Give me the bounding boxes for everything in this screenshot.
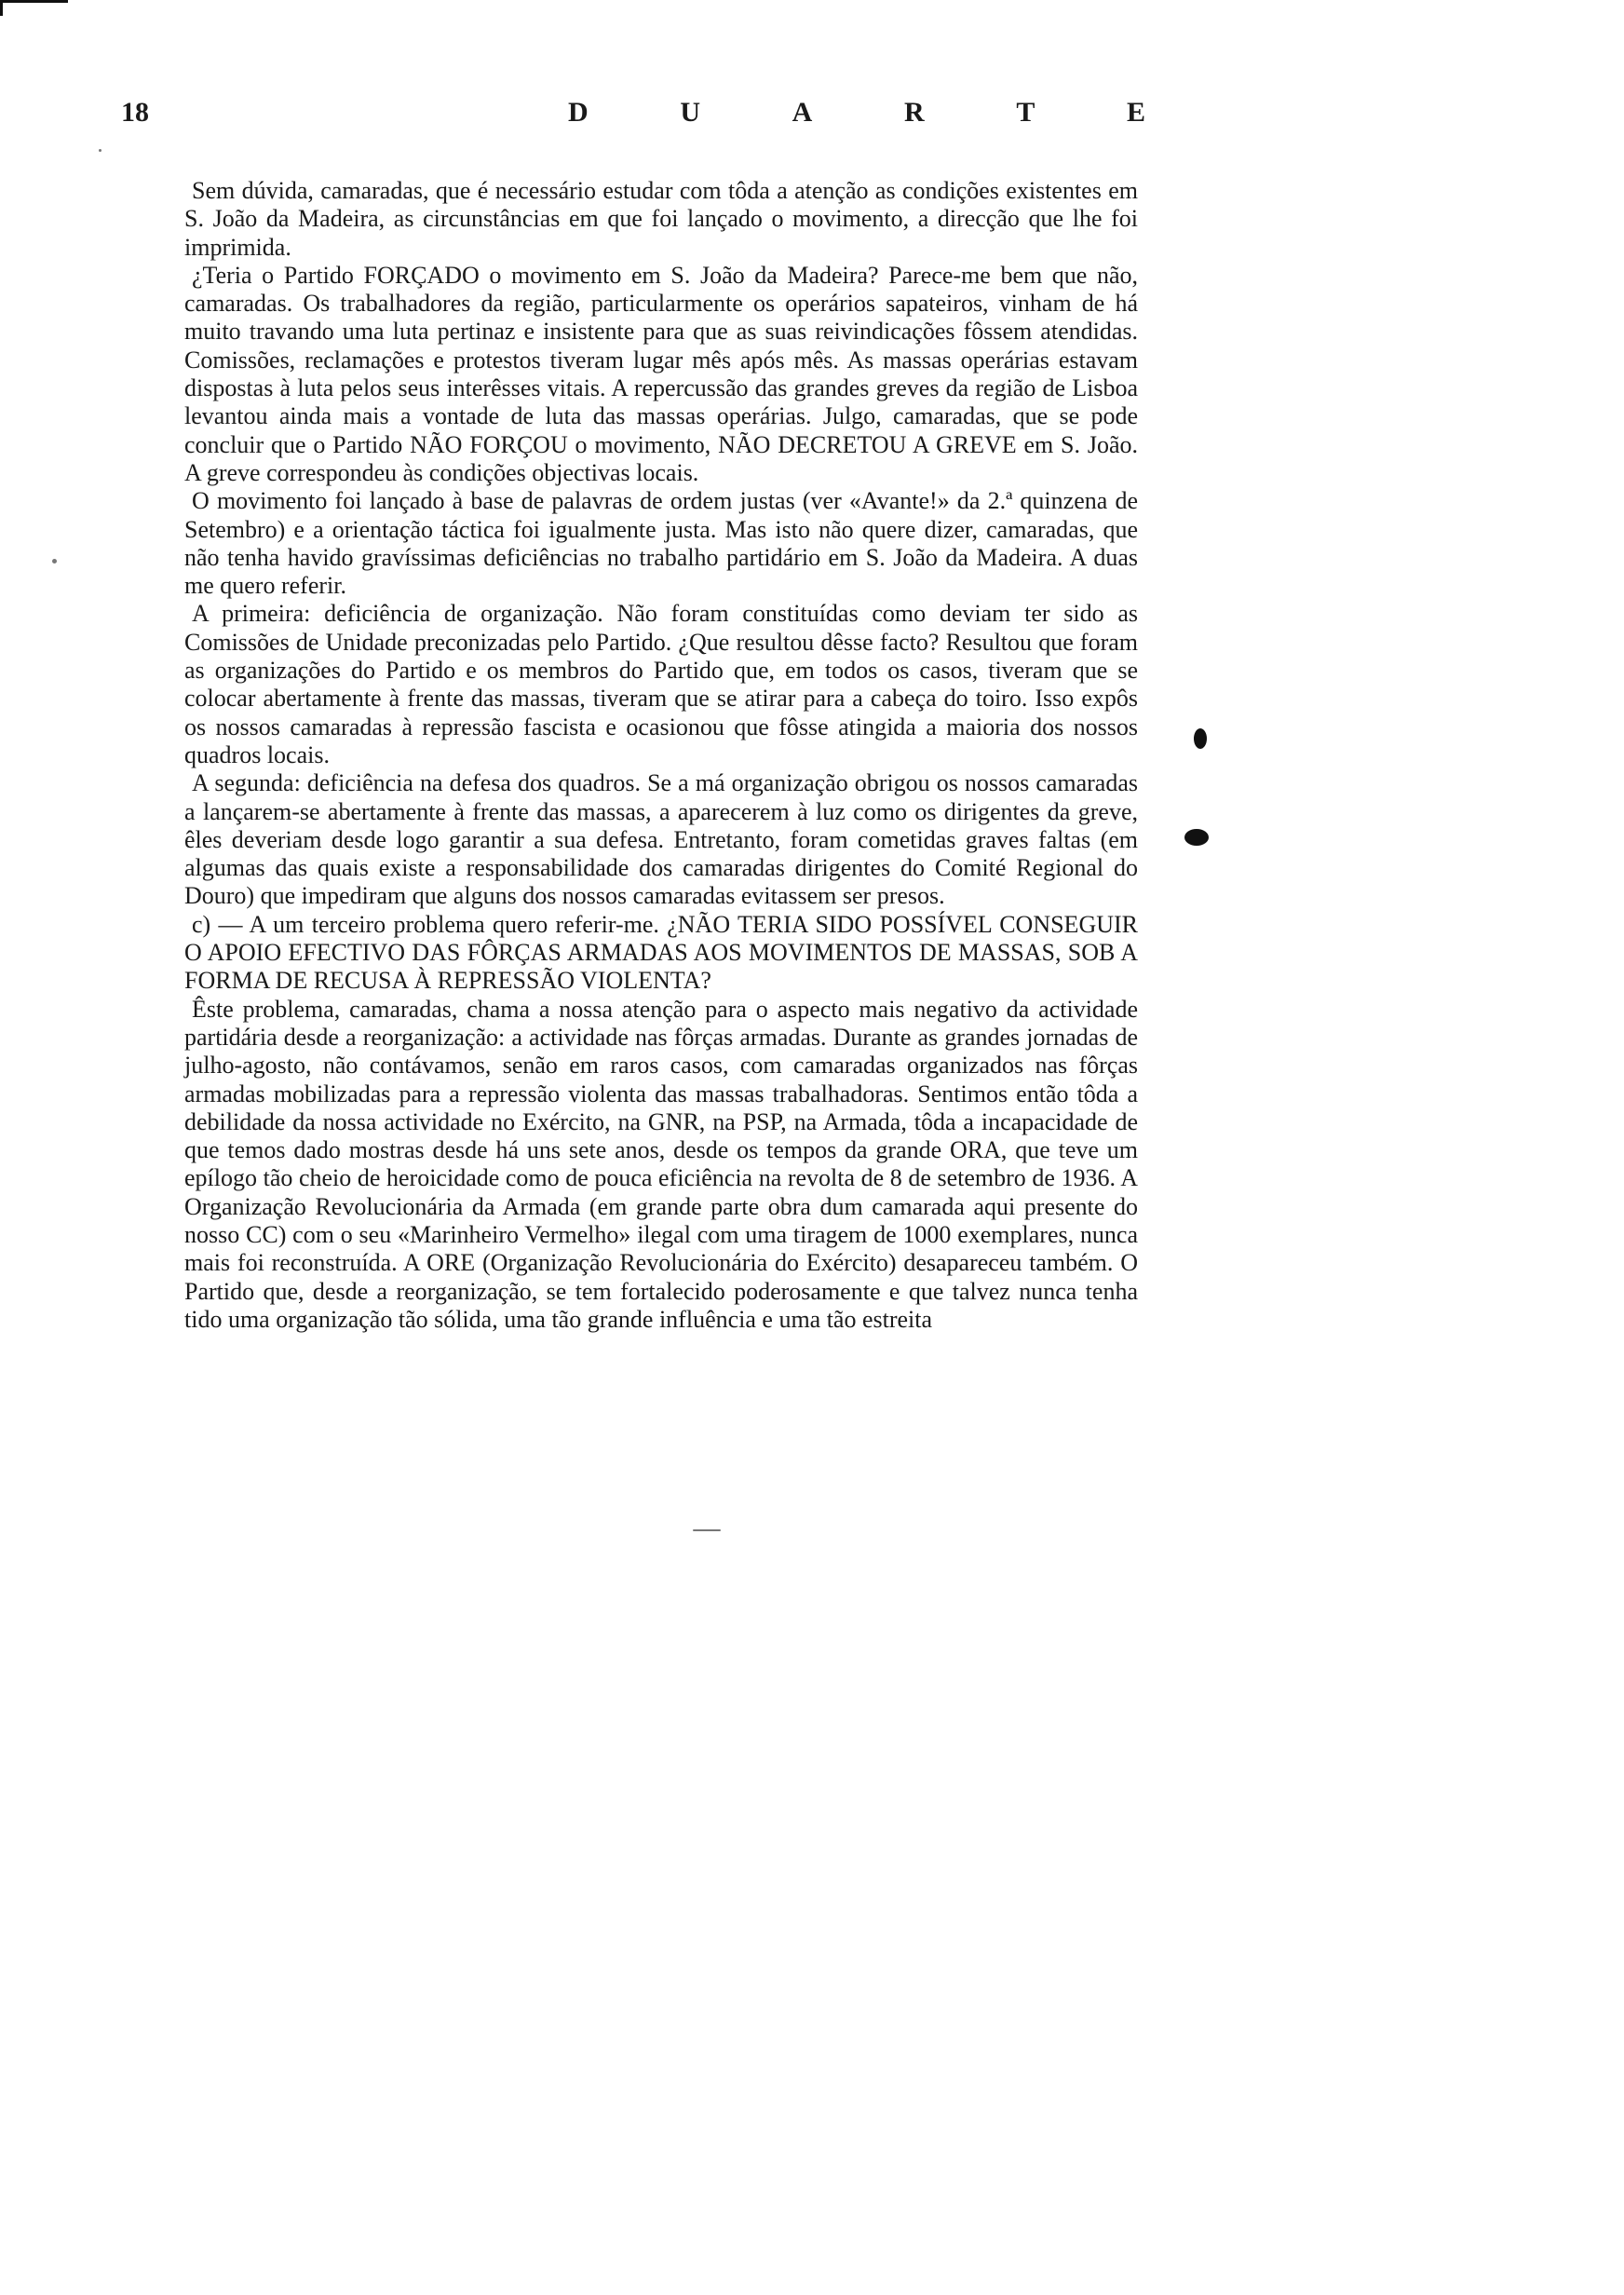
running-title	[568, 97, 1145, 129]
paragraph: A segunda: deficiência na defesa dos quadros. Se a má organização obrigou os nossos camaradas a lançarem-se abertamente à frente das massas, a aparecerem à luz como os dirigentes da greve, êles deveriam desde logo garantir a sua defesa. Entretanto, foram cometidas graves faltas (em algumas das quais existe a responsabilidade dos camaradas dirigentes do Comité Regional do Douro) que impediram que alguns dos nossos camaradas evitassem ser presos.	[184, 769, 1138, 910]
ink-smudge	[1194, 728, 1207, 749]
ink-smudge	[1184, 829, 1209, 846]
page-header	[121, 97, 1145, 134]
running-title-letter: E	[1126, 97, 1145, 128]
paragraph: A primeira: deficiência de organização. Não foram constituídas como deviam ter sido as Comissões de Unidade preconizadas pelo Partido. ¿Que resultou dêsse facto? Resultou que foram as organizações do Partido e os membros do Partido que, em todos os casos, tiveram que se colocar abertamente à frente das massas, tiveram que se atirar para a cabeça do toiro. Isso expôs os nossos camaradas à repressão fascista e ocasionou que fôsse atingida a maioria dos nossos quadros locais.	[184, 600, 1138, 768]
ink-speck	[693, 1529, 721, 1531]
running-title-letter: A	[792, 97, 813, 128]
page-number: 18	[121, 97, 149, 128]
running-title-letter: R	[903, 97, 925, 128]
ink-speck	[99, 149, 102, 152]
paragraph: Êste problema, camaradas, chama a nossa atenção para o aspecto mais negativo da actividade partidária desde a reorganização: a actividade nas fôrças armadas. Durante as grandes jornadas de julho-agosto, não contávamos, senão em raros casos, com camaradas organizados nas fôrças armadas mobilizadas para a repressão violenta das massas trabalhadoras. Sentimos então tôda a debilidade da nossa actividade no Exército, na GNR, na PSP, na Armada, tôda a incapacidade de que temos dado mostras desde há uns sete anos, desde os tempos da grande ORA, que teve um epílogo tão cheio de heroicidade como de pouca eficiência na revolta de 8 de setembro de 1936. A Organização Revolucionária da Armada (em grande parte obra dum camarada aqui presente do nosso CC) com o seu «Marinheiro Vermelho» ilegal com uma tiragem de 1000 exemplares, nunca mais foi reconstruída. A ORE (Organização Revolucionária do Exército) desapareceu também. O Partido que, desde a reorganização, se tem fortalecido poderosamente e que talvez nunca tenha tido uma organização tão sólida, uma tão grande influência e uma tão estreita	[184, 995, 1138, 1333]
running-title-letter: U	[680, 97, 700, 128]
ink-speck	[52, 559, 57, 564]
running-title-letter: T	[1016, 97, 1035, 128]
body-text	[184, 177, 1138, 1334]
running-title-letter: D	[568, 97, 589, 128]
paragraph: c) — A um terceiro problema quero referir-me. ¿NÃO TERIA SIDO POSSÍVEL CONSEGUIR O APOIO EFECTIVO DAS FÔRÇAS ARMADAS AOS MOVIMENTOS DE MASSAS, SOB A FORMA DE RECUSA À REPRESSÃO VIOLENTA?	[184, 910, 1138, 995]
paragraph: ¿Teria o Partido FORÇADO o movimento em S. João da Madeira? Parece-me bem que não, camaradas. Os trabalhadores da região, particularmente os operários sapateiros, vinham de há muito travando uma luta pertinaz e insistente para que as suas reivindicações fôssem atendidas. Comissões, reclamações e protestos tiveram lugar mês após mês. As massas operárias estavam dispostas à luta pelos seus interêsses vitais. A repercussão das grandes greves da região de Lisboa levantou ainda mais a vontade de luta das massas operárias. Julgo, camaradas, que se pode concluir que o Partido NÃO FORÇOU o movimento, NÃO DECRETOU A GREVE em S. João. A greve correspondeu às condições objectivas locais.	[184, 261, 1138, 486]
paragraph: Sem dúvida, camaradas, que é necessário estudar com tôda a atenção as condições existentes em S. João da Madeira, as circunstâncias em que foi lançado o movimento, a direcção que lhe foi imprimida.	[184, 177, 1138, 261]
paragraph: O movimento foi lançado à base de palavras de ordem justas (ver «Avante!» da 2.ª quinzena de Setembro) e a orientação táctica foi igualmente justa. Mas isto não quere dizer, camaradas, que não tenha havido gravíssimas deficiências no trabalho partidário em S. João da Madeira. A duas me quero referir.	[184, 487, 1138, 600]
scan-corner-mark	[0, 0, 68, 16]
